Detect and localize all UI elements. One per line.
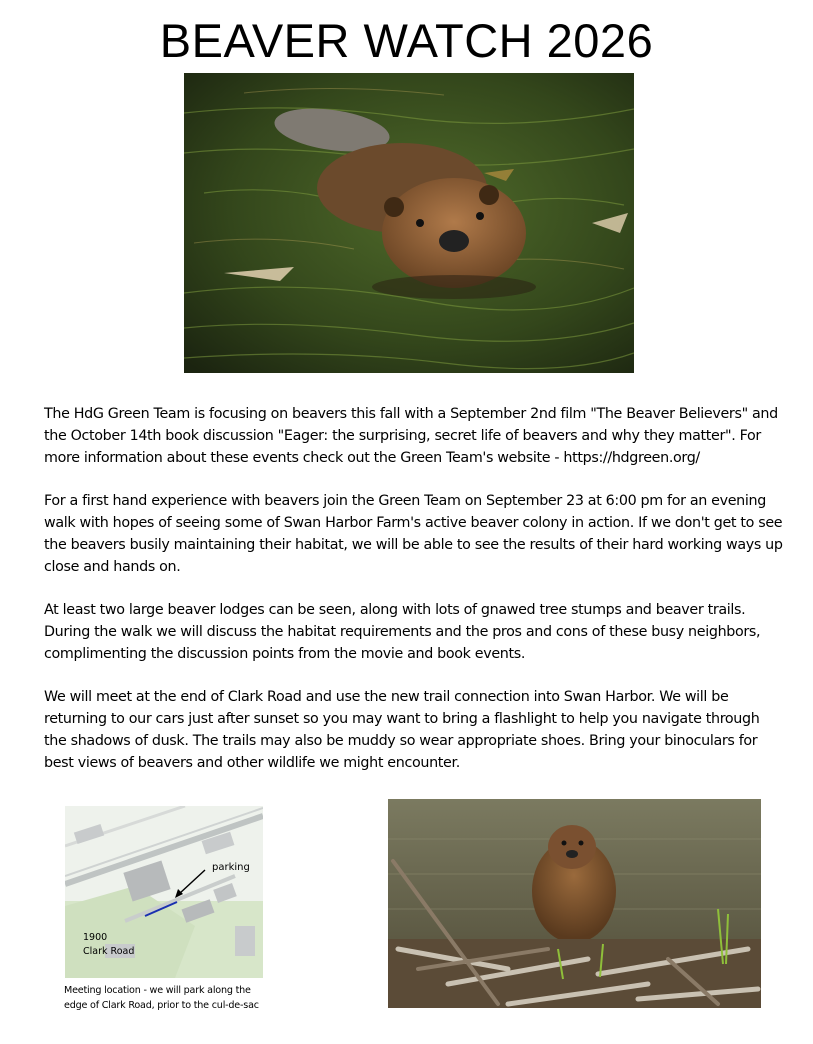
map-caption-line-1: Meeting location - we will park along the bbox=[64, 985, 251, 996]
address-line-1: 1900 bbox=[83, 932, 108, 943]
meeting-location-map bbox=[65, 806, 263, 978]
parking-label: parking bbox=[212, 862, 250, 873]
page-title: BEAVER WATCH 2026 bbox=[159, 14, 654, 67]
swimming-beaver-photo bbox=[184, 73, 634, 373]
map-caption bbox=[64, 984, 294, 1013]
paragraph-events: The HdG Green Team is focusing on beavers this fall with a September 2nd film "The Beaver Believers" and the October 14th book discussion "Eager: the surprising, secret life of beavers and why they matter". For more information about these events check out the Green Team's website - https://hdgreen.org/ bbox=[44, 406, 778, 466]
map-caption-line-2: edge of Clark Road, prior to the cul-de-sac bbox=[64, 999, 259, 1011]
beaver-on-lodge-photo bbox=[388, 799, 761, 1008]
address-line-2: Clark Road bbox=[83, 946, 135, 957]
article-body bbox=[44, 404, 784, 796]
paragraph-lodges: At least two large beaver lodges can be seen, along with lots of gnawed tree stumps and beaver trails. During the walk we will discuss the habitat requirements and the pros and cons of these busy neighbors, complimenting the discussion points from the movie and book events. bbox=[44, 602, 761, 662]
paragraph-meeting: We will meet at the end of Clark Road and use the new trail connection into Swan Harbor. We will be returning to our cars just after sunset so you may want to bring a flashlight to help you navigate through the shadows of dusk. The trails may also be muddy so wear appropriate shoes. Bring your binoculars for best views of beavers and other wildlife we might encounter. bbox=[44, 689, 760, 771]
paragraph-walk: For a first hand experience with beavers join the Green Team on September 23 at 6:00 pm for an evening walk with hopes of seeing some of Swan Harbor Farm's active beaver colony in action. If we don't get to see the beavers busily maintaining their habitat, we will be able to see the results of their hard working ways up close and hands on. bbox=[44, 493, 783, 575]
